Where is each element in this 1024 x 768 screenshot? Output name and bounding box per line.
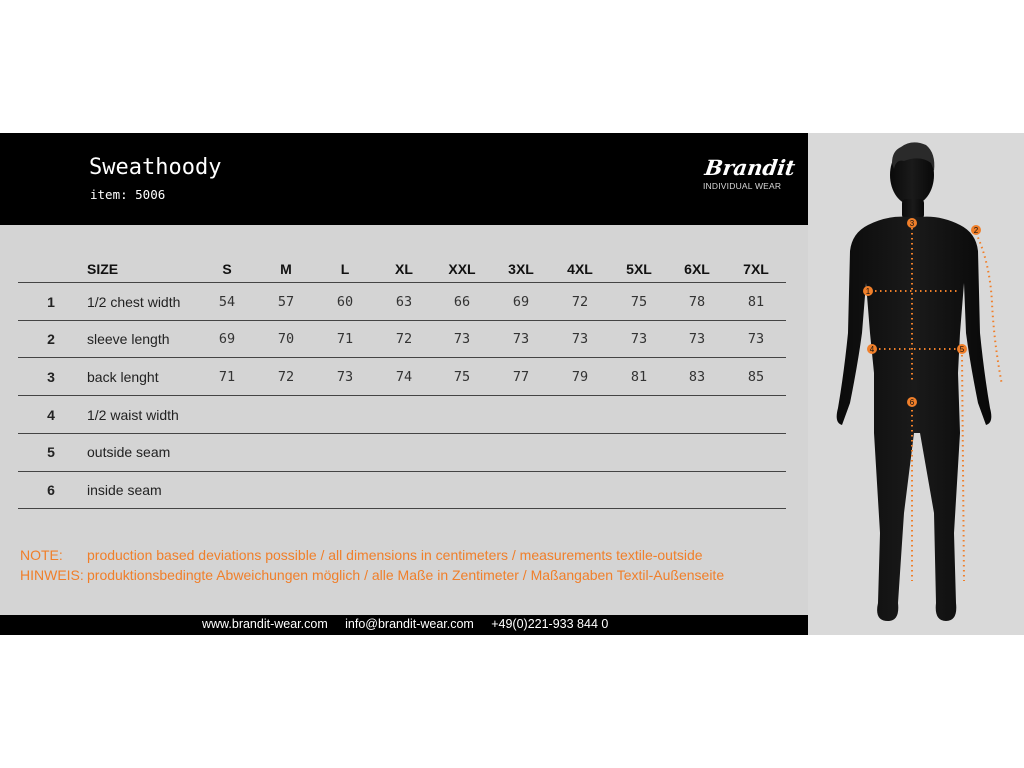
measurement-label: outside seam bbox=[87, 444, 171, 461]
product-title: Sweathoody bbox=[89, 155, 222, 180]
measurement-value bbox=[202, 472, 252, 508]
header-bar bbox=[0, 133, 808, 225]
svg-text:4: 4 bbox=[869, 345, 875, 354]
measurement-value bbox=[437, 472, 487, 508]
measurement-value bbox=[379, 396, 429, 433]
measurement-value bbox=[555, 472, 605, 508]
measurement-value: 57 bbox=[277, 293, 295, 310]
row-number: 4 bbox=[47, 406, 55, 423]
size-header-7xl: 7XL bbox=[743, 261, 769, 277]
table-panel bbox=[0, 225, 808, 615]
measurement-value: 81 bbox=[747, 293, 765, 310]
row-number: 2 bbox=[47, 331, 55, 348]
measurement-value bbox=[437, 396, 487, 433]
measurement-value: 78 bbox=[688, 293, 706, 310]
table-row bbox=[18, 433, 786, 471]
measurement-value: 70 bbox=[277, 331, 295, 348]
marker-1 bbox=[863, 286, 873, 296]
measurement-value: 72 bbox=[277, 368, 295, 385]
size-header-m: M bbox=[280, 261, 292, 277]
measurement-value: 69 bbox=[218, 331, 236, 348]
footer-contacts bbox=[202, 617, 608, 631]
measurement-value: 72 bbox=[395, 331, 413, 348]
svg-text:3: 3 bbox=[909, 219, 915, 228]
measurement-value: 73 bbox=[688, 331, 706, 348]
table-row bbox=[18, 282, 786, 320]
measurement-value bbox=[614, 396, 664, 433]
marker-6 bbox=[907, 397, 917, 407]
size-header-s: S bbox=[222, 261, 232, 277]
size-header-xl: XL bbox=[395, 261, 413, 277]
brand-logo bbox=[703, 155, 797, 191]
marker-2 bbox=[971, 225, 981, 235]
row-number: 1 bbox=[47, 293, 55, 310]
measurement-value bbox=[261, 396, 311, 433]
measurement-value bbox=[672, 434, 722, 471]
note-text: production based deviations possible / all dimensions in centimeters / measurements textile-outside bbox=[87, 547, 703, 563]
measurement-value bbox=[672, 396, 722, 433]
table-row bbox=[18, 357, 786, 395]
measurement-value bbox=[320, 434, 370, 471]
table-row bbox=[18, 471, 786, 509]
measurement-label: back lenght bbox=[87, 368, 159, 385]
size-chart-sheet bbox=[0, 133, 1024, 635]
measurement-value: 85 bbox=[747, 368, 765, 385]
measurement-label: sleeve length bbox=[87, 331, 170, 348]
size-header-xxl: XXL bbox=[448, 261, 476, 277]
measurement-value bbox=[496, 434, 546, 471]
svg-text:5: 5 bbox=[959, 345, 965, 354]
marker-5 bbox=[957, 344, 967, 354]
measurement-value: 69 bbox=[512, 293, 530, 310]
size-header-5xl: 5XL bbox=[626, 261, 652, 277]
size-column-header: SIZE bbox=[87, 261, 119, 277]
measurement-value bbox=[202, 396, 252, 433]
note-text: produktionsbedingte Abweichungen möglich / alle Maße in Zentimeter / Maßangaben Textil-Außenseite bbox=[87, 567, 725, 583]
svg-text:2: 2 bbox=[973, 226, 979, 235]
measurement-value: 71 bbox=[218, 368, 236, 385]
measurement-value bbox=[731, 472, 781, 508]
measurement-value bbox=[379, 434, 429, 471]
measurement-value bbox=[614, 472, 664, 508]
website-link[interactable]: www.brandit-wear.com bbox=[202, 617, 328, 631]
svg-text:1: 1 bbox=[865, 287, 871, 296]
measurement-value bbox=[379, 472, 429, 508]
marker-4 bbox=[867, 344, 877, 354]
measurement-value bbox=[261, 472, 311, 508]
marker-3 bbox=[907, 218, 917, 228]
measurement-label: 1/2 chest width bbox=[87, 293, 181, 310]
measurement-value bbox=[320, 396, 370, 433]
measurement-value: 63 bbox=[395, 293, 413, 310]
item-number: item: 5006 bbox=[90, 187, 166, 202]
note-key: NOTE: bbox=[20, 547, 63, 563]
measurement-value bbox=[437, 434, 487, 471]
measurement-value: 75 bbox=[630, 293, 648, 310]
measurement-value: 73 bbox=[512, 331, 530, 348]
measurement-label: inside seam bbox=[87, 481, 162, 498]
row-number: 5 bbox=[47, 444, 55, 461]
measurement-value bbox=[261, 434, 311, 471]
phone-number: +49(0)221-933 844 0 bbox=[491, 617, 609, 631]
measurement-value bbox=[731, 434, 781, 471]
measurement-figure bbox=[808, 133, 1024, 635]
measurement-value: 79 bbox=[571, 368, 589, 385]
table-row bbox=[18, 395, 786, 433]
measurement-value: 73 bbox=[336, 368, 354, 385]
body-silhouette-illustration bbox=[808, 133, 1024, 635]
svg-text:6: 6 bbox=[909, 398, 915, 407]
row-number: 3 bbox=[47, 368, 55, 385]
measurement-value bbox=[731, 396, 781, 433]
measurement-value: 83 bbox=[688, 368, 706, 385]
measurement-value bbox=[614, 434, 664, 471]
size-header-4xl: 4XL bbox=[567, 261, 593, 277]
measurement-value bbox=[496, 396, 546, 433]
measurement-value: 66 bbox=[453, 293, 471, 310]
brand-tagline: INDIVIDUAL WEAR bbox=[703, 181, 782, 191]
size-header-row bbox=[18, 253, 786, 285]
measurement-value: 72 bbox=[571, 293, 589, 310]
email-link[interactable]: info@brandit-wear.com bbox=[345, 617, 474, 631]
brand-name: Brandit bbox=[703, 155, 797, 180]
size-header-3xl: 3XL bbox=[508, 261, 534, 277]
measurement-value bbox=[555, 396, 605, 433]
measurement-value: 74 bbox=[395, 368, 413, 385]
measurement-value: 54 bbox=[218, 293, 236, 310]
measurement-value bbox=[555, 434, 605, 471]
table-row bbox=[18, 320, 786, 358]
measurement-value bbox=[320, 472, 370, 508]
note-key: HINWEIS: bbox=[20, 567, 84, 583]
measurement-value: 71 bbox=[336, 331, 354, 348]
size-header-l: L bbox=[340, 261, 350, 277]
measurement-value: 81 bbox=[630, 368, 648, 385]
body-silhouette bbox=[837, 142, 992, 621]
row-number: 6 bbox=[47, 481, 55, 498]
measurement-value: 73 bbox=[747, 331, 765, 348]
measurement-value: 73 bbox=[630, 331, 648, 348]
measurement-value: 75 bbox=[453, 368, 471, 385]
measurement-value: 60 bbox=[336, 293, 354, 310]
measurement-value: 77 bbox=[512, 368, 530, 385]
measurement-value: 73 bbox=[571, 331, 589, 348]
footer-bar bbox=[0, 615, 808, 635]
measurement-value: 73 bbox=[453, 331, 471, 348]
measurement-label: 1/2 waist width bbox=[87, 406, 179, 423]
measurement-value bbox=[202, 434, 252, 471]
measurement-value bbox=[672, 472, 722, 508]
size-header-6xl: 6XL bbox=[684, 261, 710, 277]
measurement-value bbox=[496, 472, 546, 508]
